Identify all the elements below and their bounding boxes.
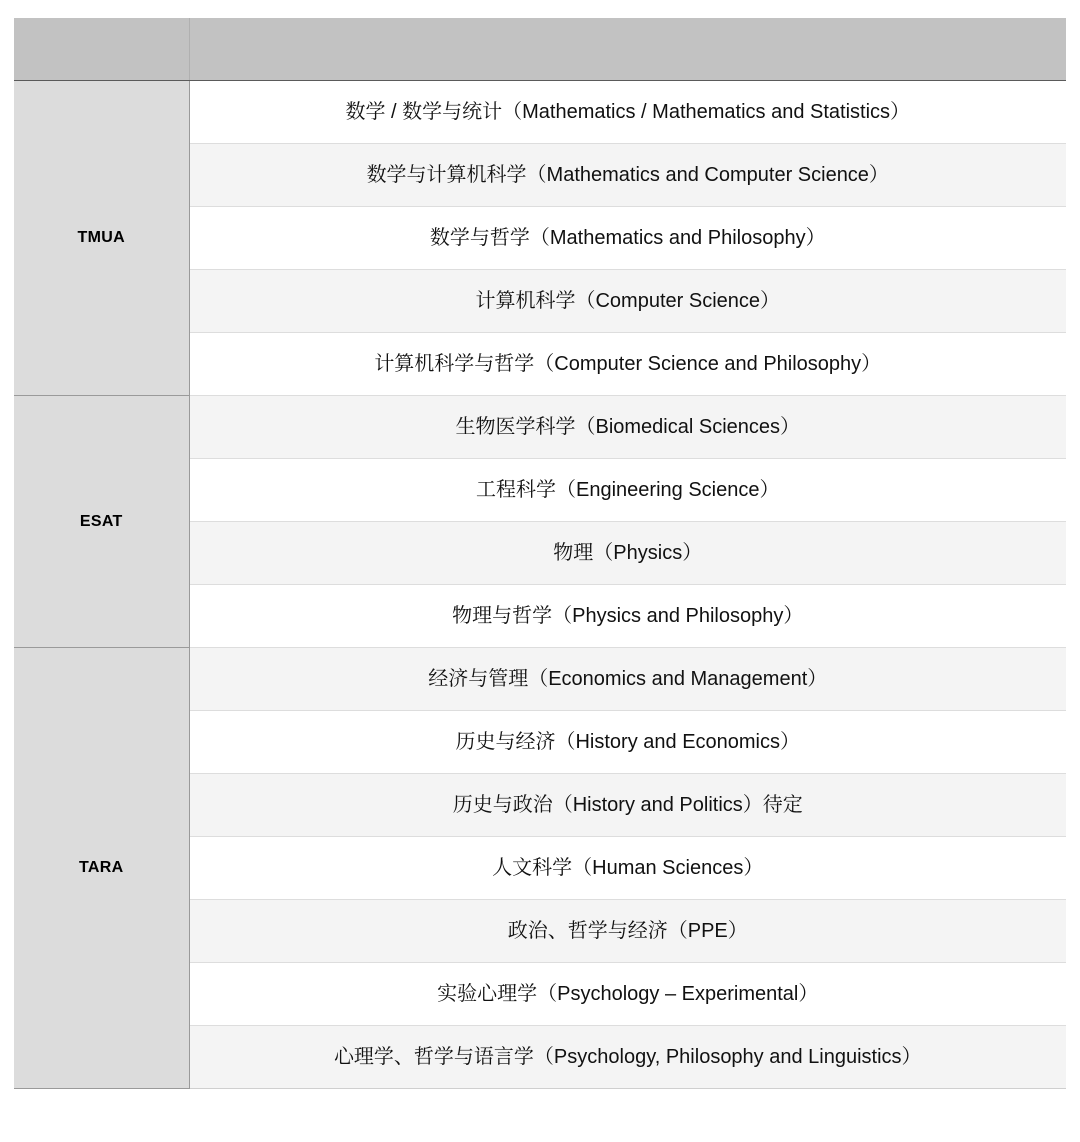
course-cell: 数学与哲学（Mathematics and Philosophy）	[189, 207, 1066, 270]
course-cell: 人文科学（Human Sciences）	[189, 837, 1066, 900]
exam-group-label-esat: ESAT	[14, 396, 189, 648]
course-cell: 历史与经济（History and Economics）	[189, 711, 1066, 774]
exam-group-label-tmua: TMUA	[14, 81, 189, 396]
table-row	[14, 81, 1066, 144]
header-cell-exam	[14, 18, 189, 81]
table-header-row	[14, 18, 1066, 81]
course-cell: 数学与计算机科学（Mathematics and Computer Science）	[189, 144, 1066, 207]
table-body	[14, 18, 1066, 1089]
course-cell: 经济与管理（Economics and Management）	[189, 648, 1066, 711]
course-cell: 物理（Physics）	[189, 522, 1066, 585]
course-cell: 实验心理学（Psychology – Experimental）	[189, 963, 1066, 1026]
course-cell: 物理与哲学（Physics and Philosophy）	[189, 585, 1066, 648]
course-cell: 数学 / 数学与统计（Mathematics / Mathematics and Statistics）	[189, 81, 1066, 144]
course-cell: 心理学、哲学与语言学（Psychology, Philosophy and Linguistics）	[189, 1026, 1066, 1089]
table-row	[14, 396, 1066, 459]
header-cell-course	[189, 18, 1066, 81]
exam-group-label-tara: TARA	[14, 648, 189, 1089]
course-cell: 计算机科学（Computer Science）	[189, 270, 1066, 333]
admissions-test-course-table	[14, 18, 1066, 1089]
course-cell: 历史与政治（History and Politics）待定	[189, 774, 1066, 837]
course-cell: 工程科学（Engineering Science）	[189, 459, 1066, 522]
course-cell: 计算机科学与哲学（Computer Science and Philosophy）	[189, 333, 1066, 396]
course-cell: 生物医学科学（Biomedical Sciences）	[189, 396, 1066, 459]
course-cell: 政治、哲学与经济（PPE）	[189, 900, 1066, 963]
table-row	[14, 648, 1066, 711]
